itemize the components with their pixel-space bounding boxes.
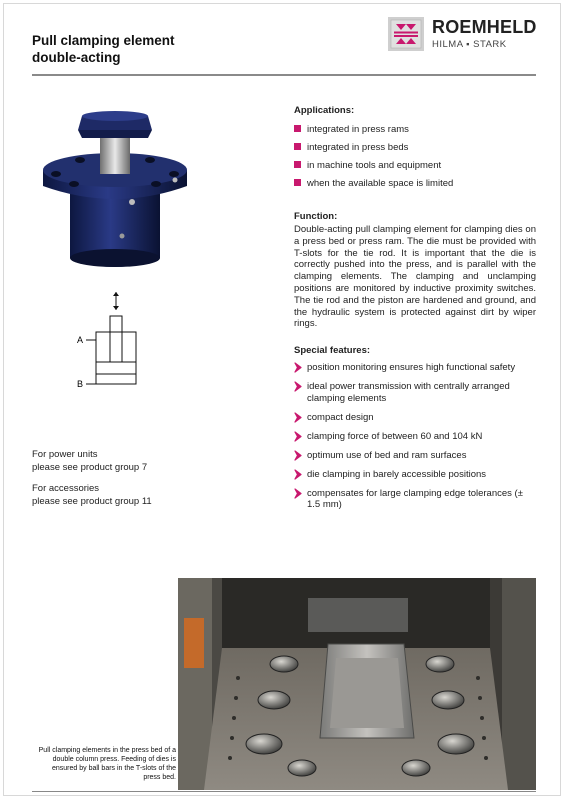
power-units-line-2: please see product group 7: [32, 462, 148, 473]
press-bed-illustration: [178, 578, 536, 790]
applications-list: [294, 124, 536, 196]
power-units-note: [32, 448, 147, 474]
features-section: [294, 345, 536, 518]
list-item-label: in machine tools and equipment: [307, 160, 442, 171]
brand-subline: HILMA ▪ STARK: [432, 39, 507, 50]
list-item-label: die clamping in barely accessible positions: [307, 468, 487, 480]
title-line-1: Pull clamping element: [32, 33, 175, 48]
accessories-note: [32, 482, 152, 508]
list-item: [294, 488, 536, 511]
list-item: [294, 450, 536, 462]
chevron-right-icon: [294, 412, 303, 423]
list-item: [294, 160, 536, 178]
list-item: [294, 431, 536, 443]
footer-rule: [32, 791, 536, 792]
list-item-label: compensates for large clamping edge tolerances (± 1.5 mm): [307, 487, 523, 510]
list-item-label: integrated in press rams: [307, 124, 409, 135]
logo-mark-icon: [388, 17, 424, 51]
list-item-label: integrated in press beds: [307, 142, 409, 153]
function-text: Double-acting pull clamping element for clamping dies on a press bed or press ram. The die must be provided with T-slots for the tie rod. It is important that the die is correctly pushed into the press, and is parallel with the clamping elements. The clamping and unclamping positions are monitored by inductive proximity switches. The tie rod and the piston are hardened and ground, and the hydraulic system is protected against dirt by wiper rings.: [294, 224, 536, 330]
chevron-right-icon: [294, 450, 303, 461]
list-item-label: compact design: [307, 411, 374, 423]
list-item: [294, 469, 536, 481]
list-item: [294, 362, 536, 374]
bullet-square-icon: [294, 143, 301, 150]
features-list: [294, 362, 536, 511]
applications-heading: Applications:: [294, 105, 355, 116]
list-item: [294, 178, 536, 196]
header-rule: [32, 74, 536, 76]
list-item-label: position monitoring ensures high functional safety: [307, 362, 516, 373]
schematic-diagram: [74, 290, 154, 400]
diagram-label-a: A: [77, 335, 84, 345]
chevron-right-icon: [294, 488, 303, 499]
applications-section: [294, 105, 536, 196]
function-section: [294, 211, 536, 330]
bullet-square-icon: [294, 161, 301, 168]
roemheld-logo: [388, 17, 536, 53]
press-bed-photo: [178, 578, 536, 790]
page-title: [32, 32, 175, 66]
list-item-label: clamping force of between 60 and 104 kN: [307, 430, 483, 442]
list-item: [294, 381, 536, 404]
brand-name: ROEMHELD: [432, 17, 537, 37]
power-units-line-1: For power units: [32, 449, 98, 460]
bullet-square-icon: [294, 179, 301, 186]
chevron-right-icon: [294, 469, 303, 480]
diagram-label-b: B: [77, 379, 84, 389]
list-item-label: ideal power transmission with centrally arranged clamping elements: [307, 381, 510, 404]
accessories-line-1: For accessories: [32, 483, 100, 494]
features-heading: Special features:: [294, 345, 371, 356]
list-item-label: when the available space is limited: [307, 178, 454, 189]
function-heading: Function:: [294, 211, 338, 222]
list-item: [294, 124, 536, 142]
list-item: [294, 142, 536, 160]
chevron-right-icon: [294, 431, 303, 442]
product-image: [40, 108, 190, 278]
list-item-label: optimum use of bed and ram surfaces: [307, 449, 467, 461]
title-line-2: double-acting: [32, 50, 121, 65]
chevron-right-icon: [294, 381, 303, 392]
accessories-line-2: please see product group 11: [32, 496, 152, 507]
chevron-right-icon: [294, 362, 303, 373]
photo-caption: Pull clamping elements in the press bed of a double column press. Feeding of dies is ensured by ball bars in the T-slots of the press bed.: [38, 747, 176, 781]
bullet-square-icon: [294, 125, 301, 132]
list-item: [294, 412, 536, 424]
